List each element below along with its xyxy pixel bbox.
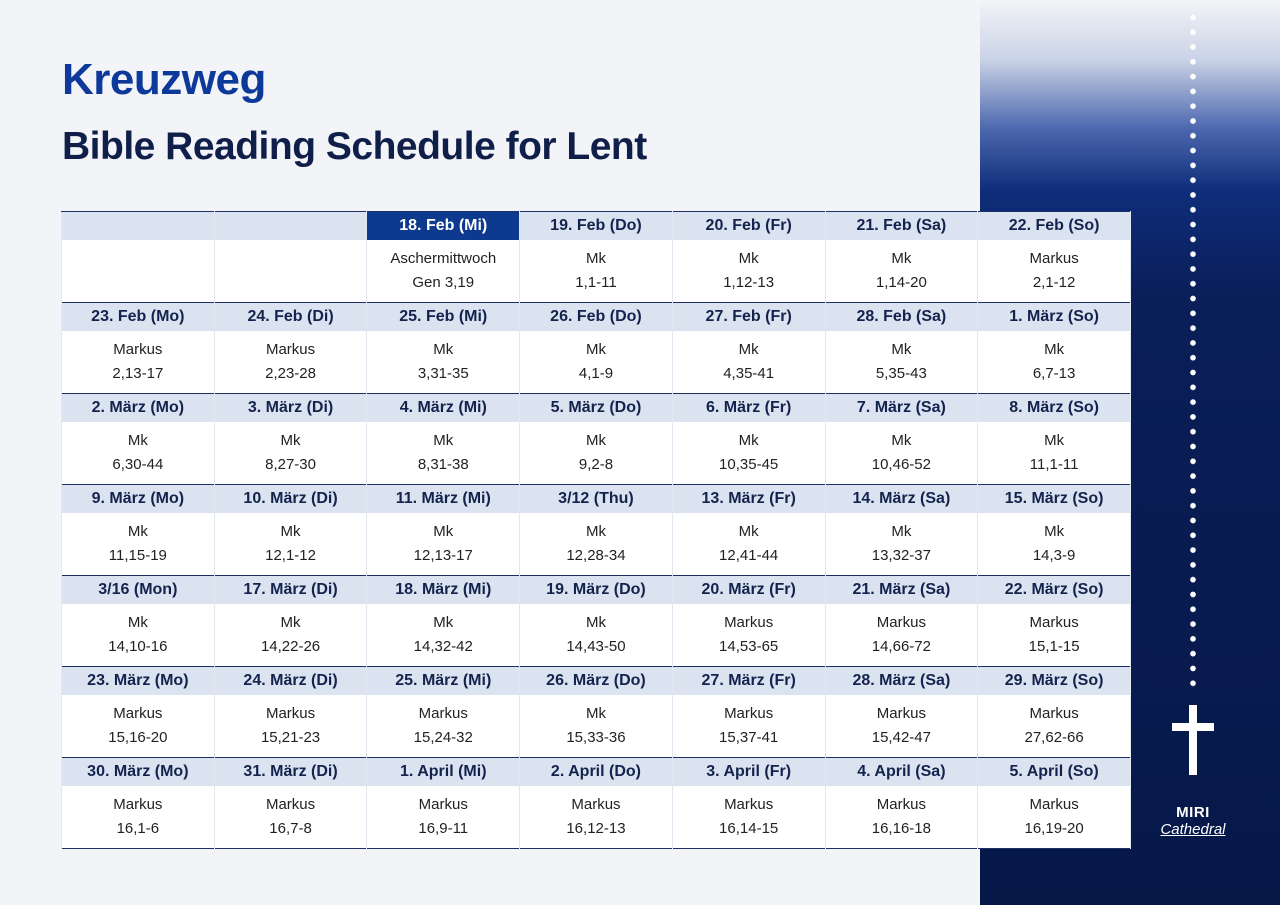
- reading-book: Mk: [891, 432, 912, 449]
- reading-cell: [672, 786, 825, 849]
- reading-book: Markus: [876, 614, 926, 631]
- week-reading-row: [62, 331, 1131, 394]
- reading-book: Markus: [113, 796, 163, 813]
- reading-book: Mk: [585, 250, 606, 267]
- reading-cell: [520, 422, 673, 485]
- date-cell: 28. Feb (Sa): [825, 303, 978, 332]
- reading-book: Mk: [1044, 432, 1065, 449]
- reading-book: Mk: [585, 523, 606, 540]
- date-cell: 26. Feb (Do): [520, 303, 673, 332]
- reading-cell: [367, 331, 520, 394]
- week-reading-row: [62, 422, 1131, 485]
- reading-cell: [825, 513, 978, 576]
- reading-book: Mk: [280, 523, 301, 540]
- reading-cell: [214, 604, 367, 667]
- reading-reference: 2,1-12: [1032, 274, 1076, 291]
- reading-book: Markus: [265, 705, 316, 722]
- reading-reference: 15,33-36: [566, 729, 626, 746]
- reading-cell: [214, 695, 367, 758]
- date-cell: 9. März (Mo): [62, 485, 215, 514]
- date-cell: 3. März (Di): [214, 394, 367, 423]
- reading-book: Mk: [127, 432, 148, 449]
- reading-cell: [214, 786, 367, 849]
- reading-cell: [367, 240, 520, 303]
- date-cell: 20. März (Fr): [672, 576, 825, 605]
- reading-reference: 14,53-65: [719, 638, 779, 655]
- reading-cell: [672, 240, 825, 303]
- date-cell: 19. Feb (Do): [520, 212, 673, 241]
- reading-book: Mk: [280, 432, 301, 449]
- reading-reference: 10,46-52: [871, 456, 931, 473]
- reading-reference: 15,1-15: [1028, 638, 1080, 655]
- date-cell: 27. Feb (Fr): [672, 303, 825, 332]
- reading-cell: [367, 604, 520, 667]
- reading-book: Markus: [113, 341, 163, 358]
- reading-reference: 14,10-16: [108, 638, 168, 655]
- reading-book: Mk: [585, 432, 606, 449]
- reading-book: Mk: [738, 250, 759, 267]
- reading-cell: [367, 786, 520, 849]
- reading-cell: [825, 786, 978, 849]
- empty-cell: [214, 212, 367, 241]
- reading-cell: [672, 331, 825, 394]
- reading-reference: 8,27-30: [265, 456, 316, 473]
- reading-cell: [825, 604, 978, 667]
- reading-cell: [520, 786, 673, 849]
- reading-book: Mk: [585, 614, 606, 631]
- date-cell: 7. März (Sa): [825, 394, 978, 423]
- date-cell: 6. März (Fr): [672, 394, 825, 423]
- reading-cell: [367, 422, 520, 485]
- date-cell: 19. März (Do): [520, 576, 673, 605]
- date-cell: 24. März (Di): [214, 667, 367, 696]
- date-cell: 15. März (So): [978, 485, 1131, 514]
- reading-book: Markus: [1029, 614, 1079, 631]
- reading-cell: [978, 786, 1131, 849]
- reading-reference: 14,66-72: [871, 638, 931, 655]
- date-cell: 30. März (Mo): [62, 758, 215, 787]
- reading-cell: [825, 331, 978, 394]
- reading-book: Markus: [418, 796, 468, 813]
- reading-schedule-table: [61, 211, 1131, 849]
- reading-book: Mk: [127, 523, 148, 540]
- reading-cell: [672, 513, 825, 576]
- reading-book: Mk: [433, 614, 454, 631]
- reading-book: Mk: [1044, 523, 1065, 540]
- date-cell: 3/16 (Mon): [62, 576, 215, 605]
- week-date-row: [62, 667, 1131, 696]
- date-cell: 21. Feb (Sa): [825, 212, 978, 241]
- reading-reference: 15,24-32: [413, 729, 473, 746]
- reading-book: Mk: [585, 705, 606, 722]
- reading-book: Markus: [1029, 705, 1079, 722]
- reading-book: Mk: [1044, 341, 1065, 358]
- reading-cell: [520, 695, 673, 758]
- date-cell: 11. März (Mi): [367, 485, 520, 514]
- date-cell: 1. März (So): [978, 303, 1131, 332]
- reading-reference: 1,14-20: [875, 274, 927, 291]
- reading-reference: 8,31-38: [417, 456, 469, 473]
- reading-book: Markus: [876, 796, 926, 813]
- reading-reference: 15,42-47: [871, 729, 931, 746]
- reading-book: Mk: [891, 341, 912, 358]
- reading-book: Markus: [724, 705, 774, 722]
- reading-reference: 1,1-11: [575, 274, 617, 291]
- reading-reference: 5,35-43: [875, 365, 927, 382]
- date-cell: 3. April (Fr): [672, 758, 825, 787]
- reading-book: Mk: [433, 432, 454, 449]
- reading-cell: [825, 422, 978, 485]
- reading-cell: [520, 604, 673, 667]
- reading-cell: [520, 331, 673, 394]
- reading-reference: Gen 3,19: [412, 274, 475, 291]
- logo-line1: MIRI: [1176, 804, 1210, 821]
- reading-cell: [367, 695, 520, 758]
- date-cell: 29. März (So): [978, 667, 1131, 696]
- reading-reference: 1,12-13: [723, 274, 775, 291]
- week-date-row: [62, 576, 1131, 605]
- reading-book: Mk: [891, 250, 912, 267]
- reading-book: Markus: [265, 796, 316, 813]
- date-cell: 22. Feb (So): [978, 212, 1131, 241]
- reading-reference: 13,32-37: [871, 547, 931, 564]
- reading-book: Markus: [724, 614, 774, 631]
- week-date-row: [62, 212, 1131, 241]
- reading-reference: 12,1-12: [265, 547, 316, 564]
- page-subtitle: Bible Reading Schedule for Lent: [62, 125, 647, 168]
- reading-book: Aschermittwoch: [390, 250, 497, 267]
- reading-reference: 15,16-20: [108, 729, 168, 746]
- reading-cell: [672, 695, 825, 758]
- reading-cell: [672, 422, 825, 485]
- empty-cell: [214, 240, 367, 303]
- reading-cell: [62, 786, 215, 849]
- reading-cell: [978, 422, 1131, 485]
- date-cell: 17. März (Di): [214, 576, 367, 605]
- reading-reference: 6,7-13: [1032, 365, 1076, 382]
- reading-cell: [214, 513, 367, 576]
- week-date-row: [62, 394, 1131, 423]
- reading-reference: 14,3-9: [1032, 547, 1076, 564]
- date-cell: 1. April (Mi): [367, 758, 520, 787]
- date-cell: 18. Feb (Mi): [367, 212, 520, 241]
- week-reading-row: [62, 786, 1131, 849]
- date-cell: 4. März (Mi): [367, 394, 520, 423]
- logo: [1133, 804, 1253, 838]
- date-cell: 25. März (Mi): [367, 667, 520, 696]
- reading-book: Mk: [738, 432, 759, 449]
- reading-reference: 11,1-11: [1029, 456, 1079, 473]
- week-date-row: [62, 485, 1131, 514]
- empty-cell: [62, 240, 215, 303]
- week-reading-row: [62, 695, 1131, 758]
- week-reading-row: [62, 240, 1131, 303]
- reading-book: Mk: [738, 341, 759, 358]
- reading-cell: [672, 604, 825, 667]
- date-cell: 26. März (Do): [520, 667, 673, 696]
- dotted-line-decoration: [1190, 10, 1196, 692]
- reading-book: Mk: [127, 614, 148, 631]
- reading-reference: 16,14-15: [719, 820, 779, 837]
- date-cell: 18. März (Mi): [367, 576, 520, 605]
- week-date-row: [62, 303, 1131, 332]
- date-cell: 5. März (Do): [520, 394, 673, 423]
- reading-book: Mk: [738, 523, 759, 540]
- reading-reference: 12,28-34: [566, 547, 626, 564]
- reading-cell: [978, 331, 1131, 394]
- reading-cell: [62, 513, 215, 576]
- reading-reference: 6,30-44: [112, 456, 164, 473]
- reading-reference: 2,13-17: [112, 365, 164, 382]
- empty-cell: [62, 212, 215, 241]
- reading-cell: [978, 240, 1131, 303]
- date-cell: 3/12 (Thu): [520, 485, 673, 514]
- reading-reference: 16,19-20: [1024, 820, 1084, 837]
- date-cell: 23. März (Mo): [62, 667, 215, 696]
- reading-book: Markus: [265, 341, 316, 358]
- reading-cell: [520, 513, 673, 576]
- reading-reference: 27,62-66: [1024, 729, 1084, 746]
- reading-reference: 2,23-28: [265, 365, 316, 382]
- reading-reference: 16,9-11: [418, 820, 469, 837]
- reading-cell: [62, 331, 215, 394]
- reading-book: Mk: [433, 523, 454, 540]
- date-cell: 25. Feb (Mi): [367, 303, 520, 332]
- logo-line2: Cathedral: [1160, 821, 1226, 838]
- reading-reference: 16,16-18: [871, 820, 931, 837]
- date-cell: 8. März (So): [978, 394, 1131, 423]
- reading-cell: [978, 695, 1131, 758]
- reading-book: Markus: [418, 705, 468, 722]
- reading-cell: [520, 240, 673, 303]
- reading-reference: 12,13-17: [413, 547, 473, 564]
- reading-reference: 14,22-26: [260, 638, 321, 655]
- reading-book: Mk: [891, 523, 912, 540]
- reading-reference: 15,37-41: [719, 729, 779, 746]
- date-cell: 23. Feb (Mo): [62, 303, 215, 332]
- reading-reference: 3,31-35: [417, 365, 469, 382]
- reading-cell: [214, 422, 367, 485]
- reading-book: Markus: [1029, 250, 1079, 267]
- date-cell: 21. März (Sa): [825, 576, 978, 605]
- reading-book: Mk: [433, 341, 454, 358]
- date-cell: 27. März (Fr): [672, 667, 825, 696]
- reading-cell: [62, 695, 215, 758]
- reading-reference: 9,2-8: [578, 456, 614, 473]
- reading-book: Mk: [585, 341, 606, 358]
- reading-reference: 4,35-41: [723, 365, 775, 382]
- reading-book: Markus: [571, 796, 621, 813]
- reading-cell: [62, 422, 215, 485]
- page-title: Kreuzweg: [62, 55, 266, 104]
- reading-cell: [825, 695, 978, 758]
- date-cell: 14. März (Sa): [825, 485, 978, 514]
- date-cell: 5. April (So): [978, 758, 1131, 787]
- reading-book: Markus: [876, 705, 926, 722]
- reading-reference: 16,1-6: [116, 820, 160, 837]
- reading-reference: 16,7-8: [269, 820, 312, 837]
- reading-reference: 14,43-50: [566, 638, 626, 655]
- reading-reference: 14,32-42: [413, 638, 473, 655]
- date-cell: 24. Feb (Di): [214, 303, 367, 332]
- date-cell: 4. April (Sa): [825, 758, 978, 787]
- reading-book: Markus: [113, 705, 163, 722]
- reading-book: Markus: [724, 796, 774, 813]
- date-cell: 10. März (Di): [214, 485, 367, 514]
- reading-reference: 11,15-19: [108, 547, 167, 564]
- week-reading-row: [62, 604, 1131, 667]
- reading-cell: [214, 331, 367, 394]
- reading-cell: [978, 513, 1131, 576]
- reading-reference: 4,1-9: [578, 365, 614, 382]
- date-cell: 20. Feb (Fr): [672, 212, 825, 241]
- reading-book: Markus: [1029, 796, 1079, 813]
- reading-reference: 10,35-45: [719, 456, 779, 473]
- reading-cell: [367, 513, 520, 576]
- reading-reference: 15,21-23: [260, 729, 321, 746]
- reading-cell: [62, 604, 215, 667]
- reading-cell: [978, 604, 1131, 667]
- date-cell: 28. März (Sa): [825, 667, 978, 696]
- date-cell: 22. März (So): [978, 576, 1131, 605]
- reading-reference: 12,41-44: [719, 547, 779, 564]
- reading-reference: 16,12-13: [566, 820, 626, 837]
- date-cell: 2. April (Do): [520, 758, 673, 787]
- week-date-row: [62, 758, 1131, 787]
- date-cell: 2. März (Mo): [62, 394, 215, 423]
- reading-cell: [825, 240, 978, 303]
- week-reading-row: [62, 513, 1131, 576]
- date-cell: 31. März (Di): [214, 758, 367, 787]
- reading-book: Mk: [280, 614, 301, 631]
- date-cell: 13. März (Fr): [672, 485, 825, 514]
